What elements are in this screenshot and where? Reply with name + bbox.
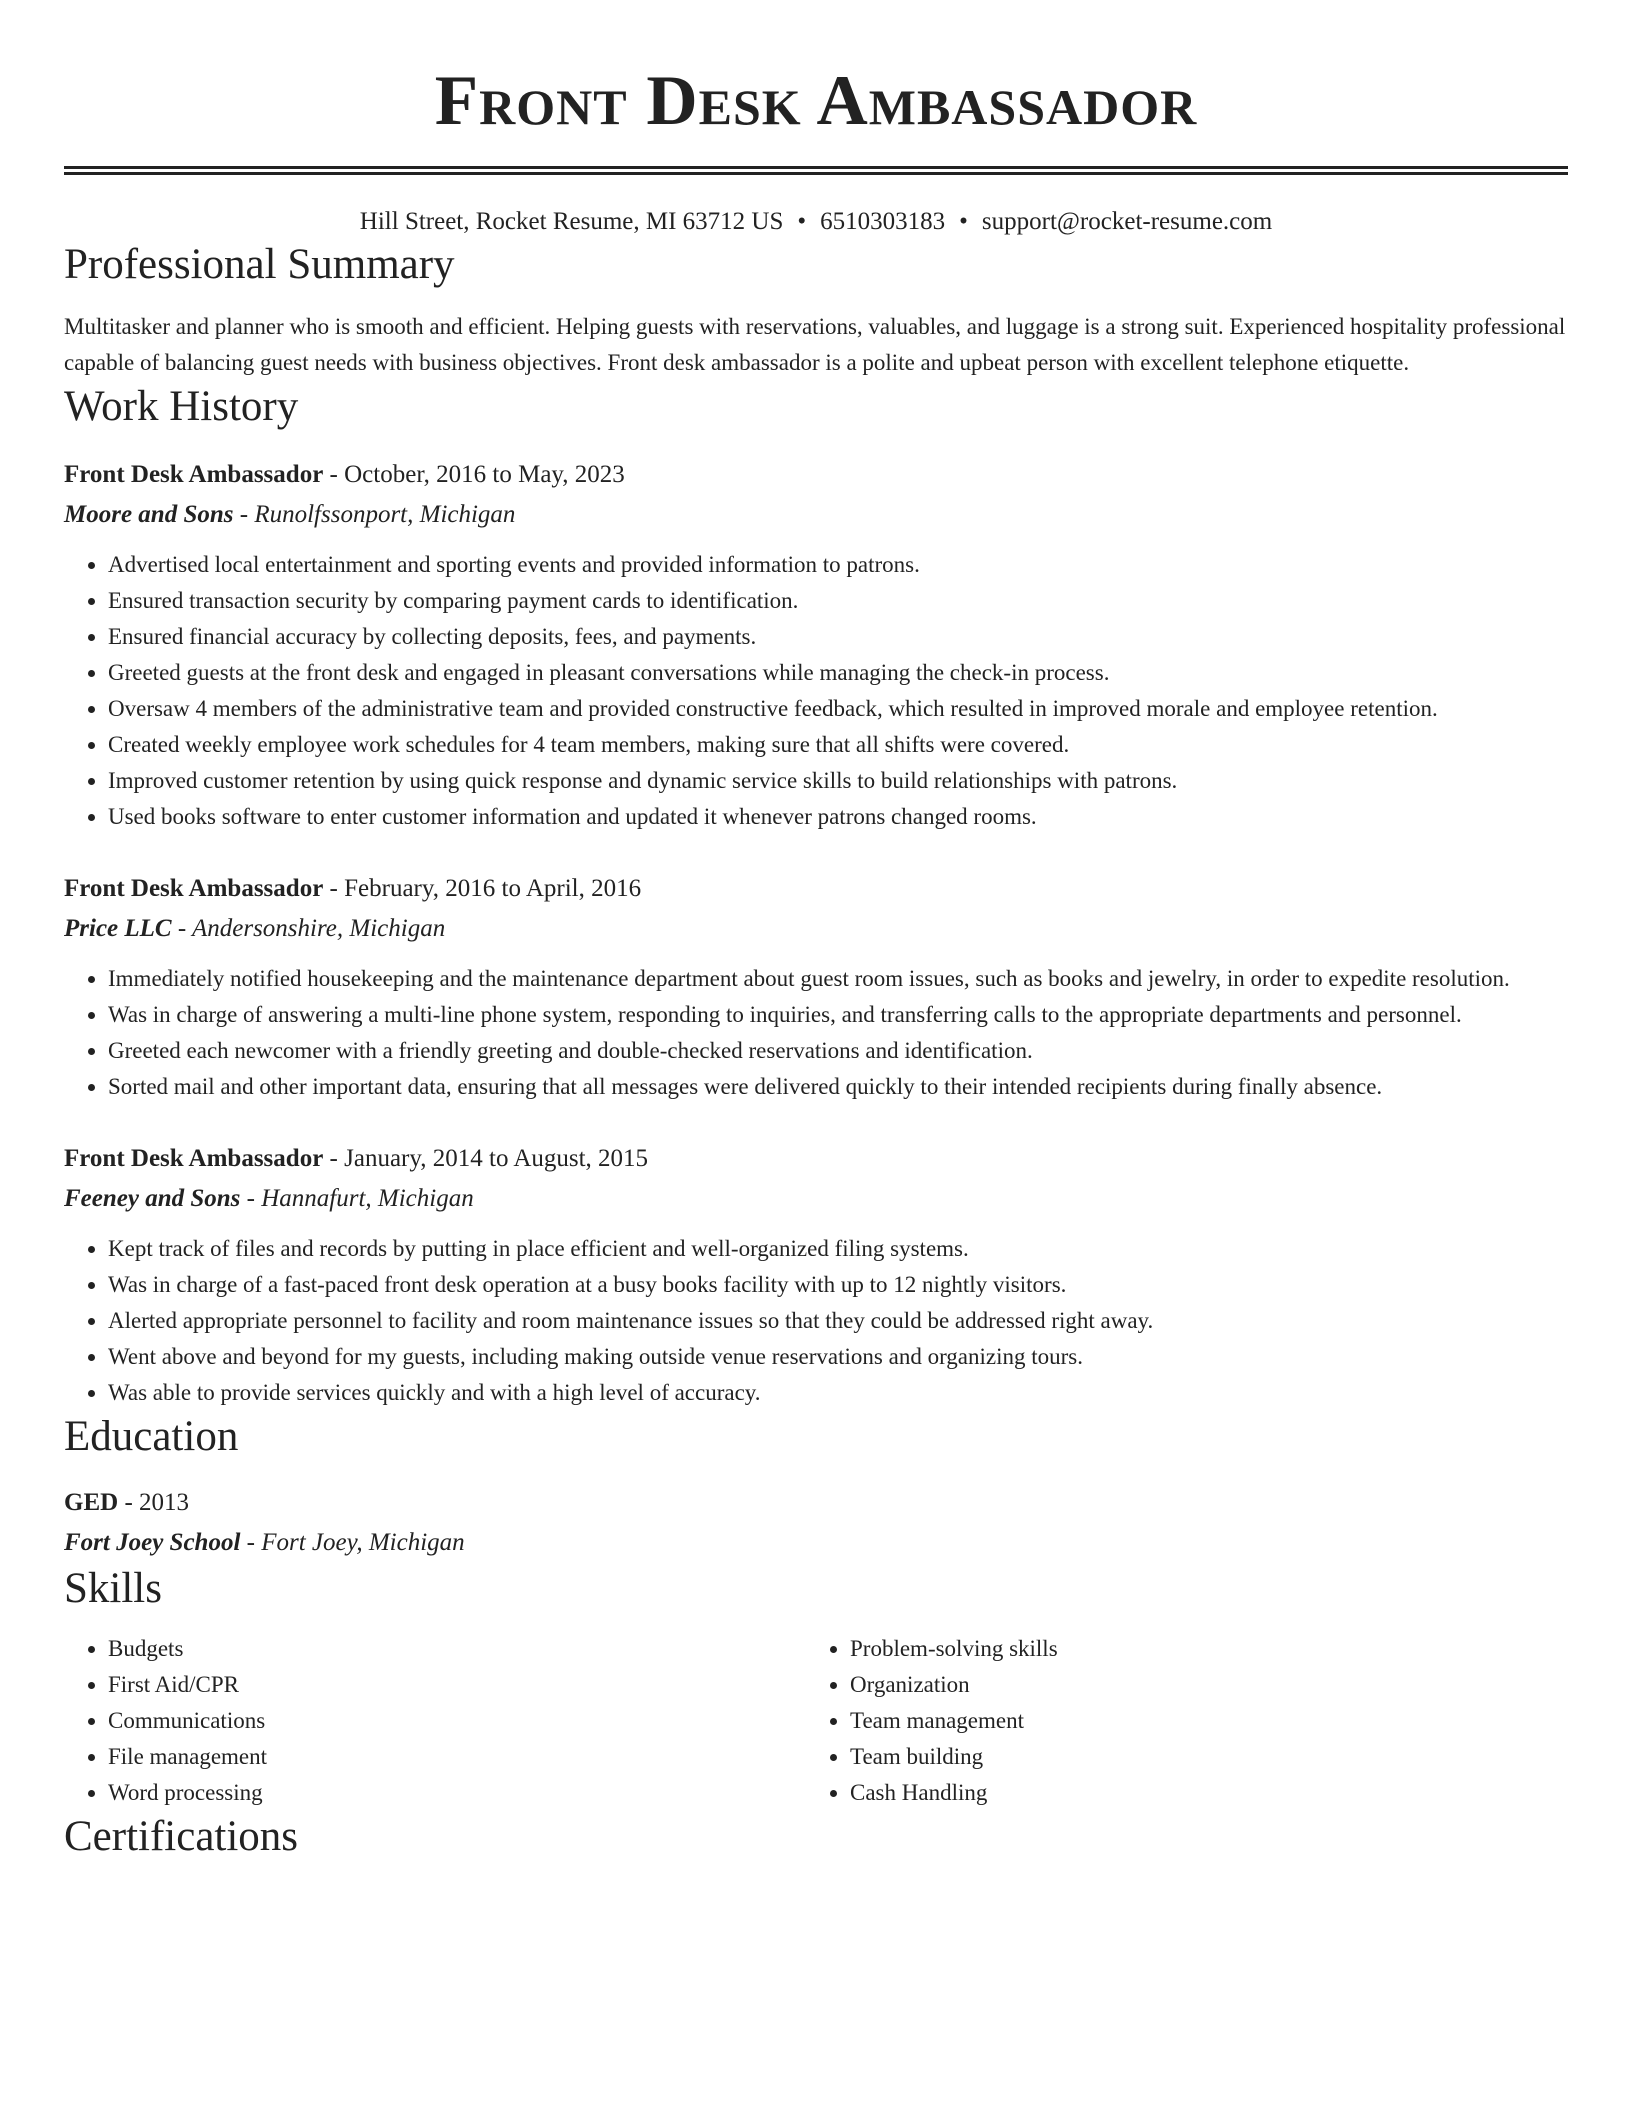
job-duty: • Ensured transaction security by comparing payment cards to identification. bbox=[108, 583, 1568, 619]
skill-item: • First Aid/CPR bbox=[108, 1667, 806, 1703]
job-duty: • Immediately notified housekeeping and the maintenance department about guest room issues, such as books and jewelry, in order to expedite resolution. bbox=[108, 961, 1568, 997]
certifications-heading: Certifications bbox=[64, 1813, 299, 1860]
education-heading: Education bbox=[64, 1413, 239, 1460]
job-duty: • Ensured financial accuracy by collecting deposits, fees, and payments. bbox=[108, 619, 1568, 655]
job-title: Front Desk Ambassador bbox=[64, 875, 324, 902]
bullet-separator: • bbox=[959, 208, 968, 235]
job-duty: • Improved customer retention by using quick response and dynamic service skills to build relationships with patrons. bbox=[108, 763, 1568, 799]
school-location: Fort Joey, Michigan bbox=[261, 1529, 465, 1556]
job-duty: • Advertised local entertainment and sporting events and provided information to patrons. bbox=[108, 547, 1568, 583]
job-entry bbox=[64, 455, 1568, 835]
job-duties-list bbox=[64, 1231, 1568, 1411]
job-title-line: Front Desk Ambassador - October, 2016 to May, 2023 bbox=[64, 461, 625, 488]
job-duty: • Used books software to enter customer information and updated it whenever patrons changed rooms. bbox=[108, 799, 1568, 835]
school-line: Fort Joey School - Fort Joey, Michigan bbox=[64, 1529, 465, 1556]
graduation-year: 2013 bbox=[139, 1489, 190, 1516]
skills-list-left bbox=[64, 1631, 806, 1811]
bullet-separator: • bbox=[797, 208, 807, 235]
contact-address: Hill Street, Rocket Resume, MI 63712 US bbox=[359, 208, 784, 235]
skills-list-right bbox=[806, 1631, 1548, 1811]
resume-page bbox=[64, 0, 1568, 1863]
degree-line: GED - 2013 bbox=[64, 1489, 190, 1516]
skills-heading: Skills bbox=[64, 1565, 162, 1612]
job-duty: • Kept track of files and records by putting in place efficient and well-organized filing systems. bbox=[108, 1231, 1568, 1267]
skill-item: • File management bbox=[108, 1739, 806, 1775]
work-history-heading: Work History bbox=[64, 383, 299, 430]
skill-item: • Word processing bbox=[108, 1775, 806, 1811]
job-duty: • Went above and beyond for my guests, including making outside venue reservations and organizing tours. bbox=[108, 1339, 1568, 1375]
company-line: Feeney and Sons - Hannafurt, Michigan bbox=[64, 1185, 474, 1212]
job-title-line: Front Desk Ambassador - January, 2014 to August, 2015 bbox=[64, 1145, 649, 1172]
contact-line bbox=[64, 205, 1568, 239]
job-entry bbox=[64, 1139, 1568, 1411]
company-location: Andersonshire, Michigan bbox=[191, 915, 446, 942]
skill-item: • Budgets bbox=[108, 1631, 806, 1667]
job-title: Front Desk Ambassador bbox=[64, 1145, 324, 1172]
company-location: Hannafurt, Michigan bbox=[261, 1185, 474, 1212]
degree: GED bbox=[64, 1489, 119, 1516]
company-line: Moore and Sons - Runolfssonport, Michigan bbox=[64, 501, 516, 528]
company-line: Price LLC - Andersonshire, Michigan bbox=[64, 915, 446, 942]
contact-phone: 6510303183 bbox=[820, 208, 946, 235]
skill-item: • Problem-solving skills bbox=[850, 1631, 1548, 1667]
company-name: Moore and Sons bbox=[64, 501, 234, 528]
skill-item: • Team building bbox=[850, 1739, 1548, 1775]
job-duty: • Oversaw 4 members of the administrative team and provided constructive feedback, which resulted in improved morale and employee retention. bbox=[108, 691, 1568, 727]
job-dates: January, 2014 to August, 2015 bbox=[344, 1145, 649, 1172]
job-duties-list bbox=[64, 547, 1568, 835]
job-duty: • Greeted each newcomer with a friendly greeting and double-checked reservations and identification. bbox=[108, 1033, 1568, 1069]
contact-email: support@rocket-resume.com bbox=[981, 208, 1273, 235]
job-duty: • Sorted mail and other important data, ensuring that all messages were delivered quickly to their intended recipients during finally absence. bbox=[108, 1069, 1568, 1105]
job-duty: • Created weekly employee work schedules for 4 team members, making sure that all shifts were covered. bbox=[108, 727, 1568, 763]
company-name: Feeney and Sons bbox=[64, 1185, 241, 1212]
company-location: Runolfssonport, Michigan bbox=[254, 501, 516, 528]
job-duty: • Alerted appropriate personnel to facility and room maintenance issues so that they could be addressed right away. bbox=[108, 1303, 1568, 1339]
summary-text: Multitasker and planner who is smooth and efficient. Helping guests with reservations, valuables, and luggage is a strong suit. Experienced hospitality professional capable of balancing guest needs with business objectives. Front desk ambassador is a polite and upbeat person with excellent telephone etiquette. bbox=[64, 314, 1566, 375]
school-name: Fort Joey School bbox=[64, 1529, 241, 1556]
skill-item: • Organization bbox=[850, 1667, 1548, 1703]
job-title: Front Desk Ambassador bbox=[64, 461, 324, 488]
job-duties-list bbox=[64, 961, 1568, 1105]
skill-item: • Communications bbox=[108, 1703, 806, 1739]
skills-columns bbox=[64, 1631, 1568, 1811]
job-duty: • Greeted guests at the front desk and engaged in pleasant conversations while managing the check-in process. bbox=[108, 655, 1568, 691]
summary-heading: Professional Summary bbox=[64, 241, 455, 288]
job-title-line: Front Desk Ambassador - February, 2016 to April, 2016 bbox=[64, 875, 642, 902]
header-divider bbox=[64, 166, 1568, 175]
company-name: Price LLC bbox=[64, 915, 172, 942]
skill-item: • Team management bbox=[850, 1703, 1548, 1739]
job-duty: • Was able to provide services quickly and with a high level of accuracy. bbox=[108, 1375, 1568, 1411]
job-duty: • Was in charge of a fast-paced front desk operation at a busy books facility with up to 12 nightly visitors. bbox=[108, 1267, 1568, 1303]
education-entry bbox=[64, 1483, 1568, 1563]
job-entry bbox=[64, 869, 1568, 1105]
job-dates: October, 2016 to May, 2023 bbox=[344, 461, 625, 488]
resume-name: Front Desk Ambassador bbox=[434, 62, 1198, 140]
job-dates: February, 2016 to April, 2016 bbox=[344, 875, 642, 902]
job-duty: • Was in charge of answering a multi-line phone system, responding to inquiries, and transferring calls to the appropriate departments and personnel. bbox=[108, 997, 1568, 1033]
skill-item: • Cash Handling bbox=[850, 1775, 1548, 1811]
